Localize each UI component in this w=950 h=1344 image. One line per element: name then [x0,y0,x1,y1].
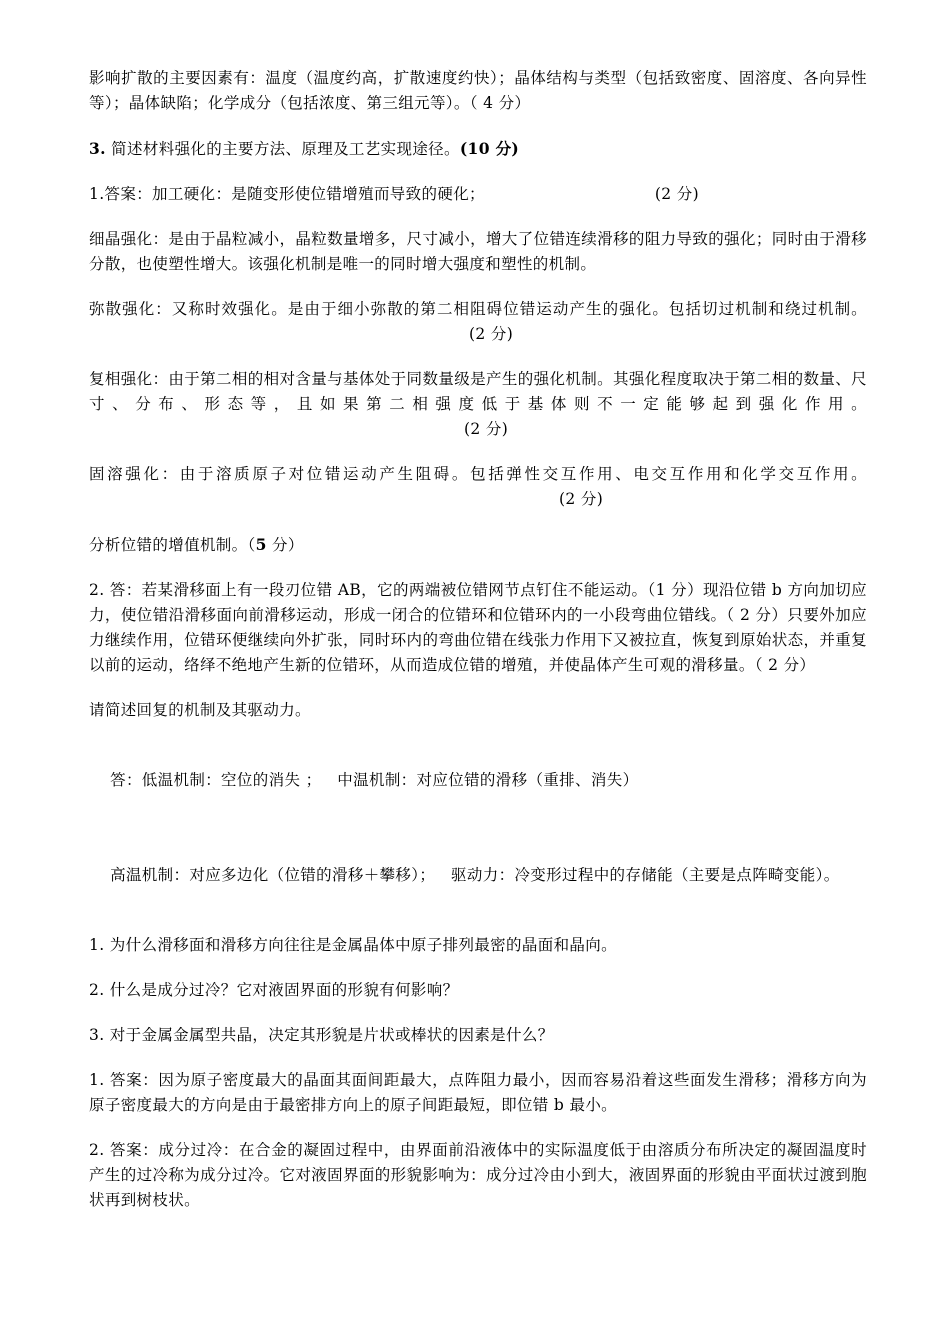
paragraph-text: 2. 什么是成分过冷？它对液固界面的形貌有何影响？ [89,981,459,999]
question-text-end: 分） [266,536,304,554]
question-score: (10 分) [459,139,520,158]
paragraph-text: 2. 答案：成分过冷：在合金的凝固过程中，由界面前沿液体中的实际温度低于由溶质分布所决定的凝固温度时产生的过冷称为成分过冷。它对液固界面的形貌影响为：成分过冷由小到大，液固界面的形貌由平面状过渡到胞状再到树枝状。 [89,1141,867,1209]
score-label: (2 分) [464,420,509,438]
answer-recovery-1 [89,743,867,818]
question-text: 简述材料强化的主要方法、原理及工艺实现途径。 [105,140,460,158]
score-label: (2 分) [469,325,514,343]
question-score-number: 5 [255,535,267,554]
answer-work-hardening [89,182,867,207]
answer-solid-solution [89,462,867,512]
answer-multiphase [89,367,867,442]
question-1-slip [89,933,867,958]
paragraph-text: 固溶强化：由于溶质原子对位错运动产生阻碍。包括弹性交互作用、电交互作用和化学交互作用。 [89,465,867,483]
answer-recovery-2 [89,838,867,913]
question-text: 分析位错的增值机制。（ [89,536,256,554]
answer-grain-refinement [89,227,867,277]
paragraph-text: 弥散强化：又称时效强化。是由于细小弥散的第二相阻碍位错运动产生的强化。包括切过机制和绕过机制。 [89,300,867,318]
paragraph-text: 高温机制：对应多边化（位错的滑移＋攀移）； 驱动力：冷变形过程中的存储能（主要是点阵畸变能）。 [110,866,840,884]
paragraph-text: 影响扩散的主要因素有：温度（温度约高，扩散速度约快）；晶体结构与类型（包括致密度、固溶度、各向异性等）；晶体缺陷；化学成分（包括浓度、第三组元等）。（ 4 分） [89,69,867,112]
answer-1-slip [89,1068,867,1118]
answer-dislocation [89,578,867,678]
question-2-supercooling [89,978,867,1003]
score-label: (2 分) [654,185,700,203]
paragraph-diffusion-factors [89,66,867,116]
paragraph-text: 答：低温机制：空位的消失 ； 中温机制：对应位错的滑移（重排、消失） [110,771,639,789]
question-dislocation-multiplication [89,532,867,558]
paragraph-text: 细晶强化：是由于晶粒减小，晶粒数量增多，尺寸减小，增大了位错连续滑移的阻力导致的强化；同时由于滑移分散，也使塑性增大。该强化机制是唯一的同时增大强度和塑性的机制。 [89,230,867,273]
paragraph-text: 3. 对于金属金属型共晶，决定其形貌是片状或棒状的因素是什么？ [89,1026,554,1044]
paragraph-text: 2. 答：若某滑移面上有一段刃位错 AB，它的两端被位错网节点钉住不能运动。（1 分）现沿位错 b 方向加切应力，使位错沿滑移面向前滑移运动，形成一闭合的位错环和位错环内的一小段弯曲位错线。（ 2 分）只要外加应力继续作用，位错环便继续向外扩张，同时环内的弯曲位错在线张力作用下又被拉直，恢复到原始状态，并重复以前的运动，络绎不绝地产生新的位错环，从而造成位错的增殖，并使晶体产生可观的滑移量。（ 2 分） [89,581,867,674]
question-3-eutectic [89,1023,867,1048]
answer-dispersion [89,297,867,347]
document-page [89,66,867,1233]
score-label: (2 分) [559,490,604,508]
answer-2-supercooling [89,1138,867,1213]
paragraph-text: 1. 答案：因为原子密度最大的晶面其面间距最大，点阵阻力最小，因而容易沿着这些面发生滑移；滑移方向为原子密度最大的方向是由于最密排方向上的原子间距最短，即位错 b 最小。 [89,1071,867,1114]
question-number: 3. [89,139,106,158]
question-3-title [89,136,867,162]
paragraph-text: 1.答案：加工硬化：是随变形使位错增殖而导致的硬化； [89,185,485,203]
paragraph-text: 复相强化：由于第二相的相对含量与基体处于同数量级是产生的强化机制。其强化程度取决于第二相的数量、尺寸、分布、形态等，且如果第二相强度低于基体则不一定能够起到强化作用。 [89,370,867,413]
question-recovery [89,698,867,723]
paragraph-text: 1. 为什么滑移面和滑移方向往往是金属晶体中原子排列最密的晶面和晶向。 [89,936,617,954]
paragraph-text: 请简述回复的机制及其驱动力。 [89,701,311,719]
